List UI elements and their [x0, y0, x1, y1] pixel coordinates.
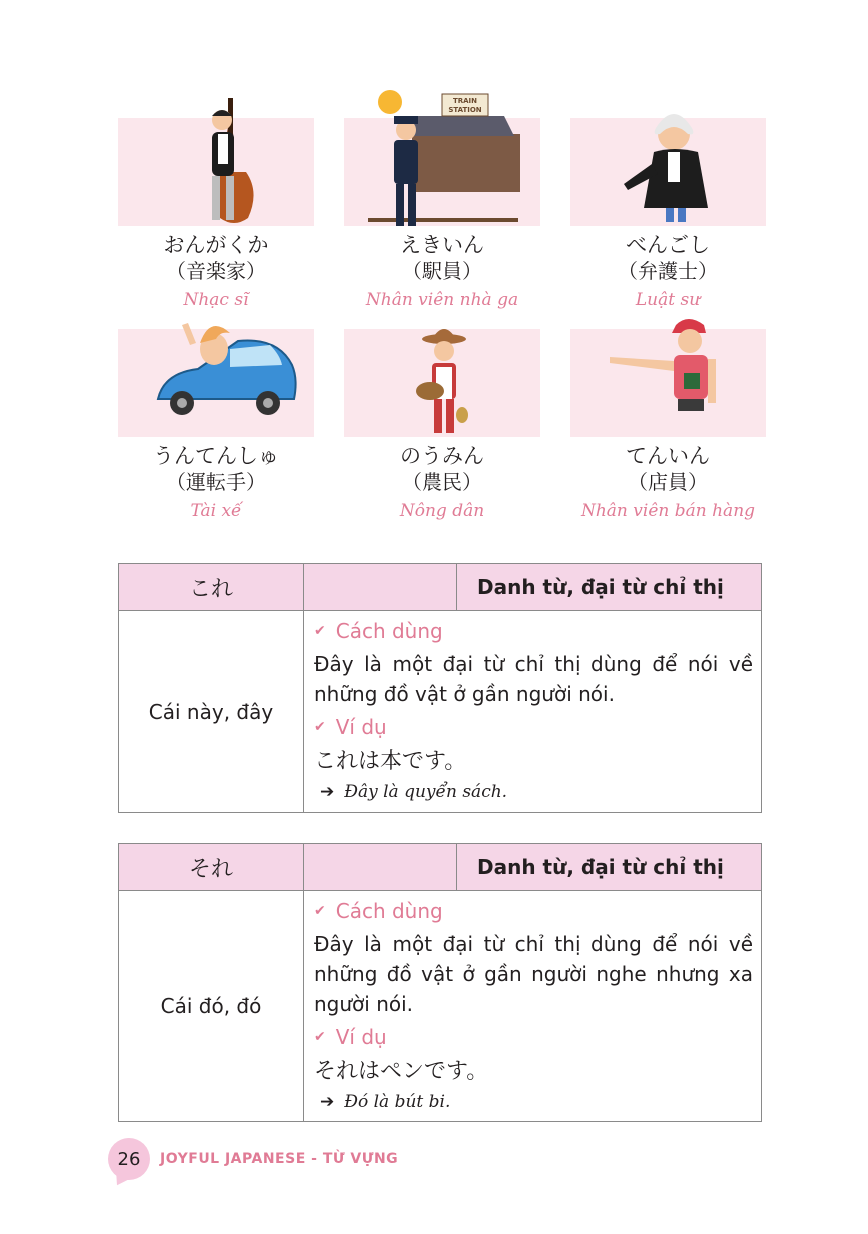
card-image [344, 97, 540, 226]
usage-label: Cách dùng [335, 899, 443, 923]
word-kana: てんいん [626, 444, 710, 468]
word-meaning: Tài xế [190, 501, 242, 521]
check-icon: ✔ [314, 623, 326, 639]
page-number: 26 [117, 1148, 141, 1170]
word-kana: えきいん [400, 233, 484, 257]
check-icon: ✔ [314, 903, 326, 919]
arrow-right-icon: ➔ [320, 1092, 335, 1112]
word-kanji: （農民） [402, 470, 482, 494]
usage-heading [314, 617, 753, 645]
musician-icon [118, 92, 314, 232]
word-meaning: Nhạc sĩ [183, 290, 249, 310]
entry-meaning: Cái này, đây [119, 611, 304, 813]
vocab-card-shop-clerk [570, 329, 766, 523]
usage-label: Cách dùng [335, 619, 443, 643]
entry-type: Danh từ, đại từ chỉ thị [457, 844, 762, 891]
entry-header [119, 564, 762, 611]
example-label: Ví dụ [335, 1025, 387, 1049]
word-kanji: （店員） [628, 470, 708, 494]
entry-detail [304, 891, 762, 1122]
entry-detail [304, 611, 762, 813]
vocab-card-driver [118, 329, 314, 523]
example-translation-text: Đó là bút bi. [344, 1092, 451, 1112]
entry-type: Danh từ, đại từ chỉ thị [457, 564, 762, 611]
example-label: Ví dụ [335, 715, 387, 739]
word-kanji: （音楽家） [166, 259, 266, 283]
card-image [344, 329, 540, 437]
example-japanese: これは本です。 [314, 749, 467, 774]
example-translation [314, 779, 753, 805]
book-title: JOYFUL JAPANESE - TỪ VỰNG [160, 1151, 399, 1167]
usage-heading [314, 897, 753, 925]
word-meaning: Nhân viên nhà ga [365, 290, 519, 310]
vocab-card-musician [118, 118, 314, 312]
station-staff-icon [344, 92, 540, 232]
card-image [118, 329, 314, 437]
card-image [118, 118, 314, 226]
entry-meaning: Cái đó, đó [119, 891, 304, 1122]
word-kanji: （運転手） [166, 470, 266, 494]
page-number-bubble [108, 1138, 150, 1180]
card-image [570, 118, 766, 226]
svg-text:TRAIN: TRAIN [452, 97, 478, 105]
word-meaning: Nhân viên bán hàng [580, 501, 756, 521]
word-kana: おんがくか [163, 233, 269, 257]
page-footer [108, 1138, 398, 1180]
word-kanji: （弁護士） [618, 259, 718, 283]
word-kanji: （駅員） [402, 259, 482, 283]
word-meaning: Nông dân [399, 501, 485, 521]
farmer-icon [344, 303, 540, 443]
entry-header [119, 844, 762, 891]
example-heading [314, 713, 753, 741]
example-translation-text: Đây là quyển sách. [344, 782, 508, 802]
entry-word: それ [119, 844, 304, 891]
example-japanese: それはペンです。 [314, 1059, 489, 1084]
example-translation [314, 1089, 753, 1115]
word-kana: べんごし [626, 233, 710, 257]
card-image [570, 329, 766, 437]
vocab-card-farmer [344, 329, 540, 523]
shop-clerk-icon [570, 303, 766, 443]
check-icon: ✔ [314, 719, 326, 735]
entry-header-blank [304, 564, 457, 611]
check-icon: ✔ [314, 1029, 326, 1045]
svg-text:STATION: STATION [448, 106, 482, 114]
driver-icon [118, 303, 314, 443]
usage-text: Đây là một đại từ chỉ thị dùng để nói về những đồ vật ở gần người nói. [314, 652, 753, 706]
word-meaning: Luật sư [635, 290, 701, 310]
vocab-entry-sore [118, 843, 762, 1122]
entry-word: これ [119, 564, 304, 611]
vocab-card-station-staff [344, 97, 540, 312]
lawyer-icon [570, 92, 766, 232]
example-heading [314, 1023, 753, 1051]
word-kana: のうみん [400, 444, 484, 468]
usage-text: Đây là một đại từ chỉ thị dùng để nói về những đồ vật ở gần người nghe nhưng xa người nói. [314, 932, 753, 1016]
vocab-card-lawyer [570, 118, 766, 312]
arrow-right-icon: ➔ [320, 782, 335, 802]
vocab-entry-kore [118, 563, 762, 813]
word-kana: うんてんしゅ [153, 444, 279, 468]
entry-header-blank [304, 844, 457, 891]
